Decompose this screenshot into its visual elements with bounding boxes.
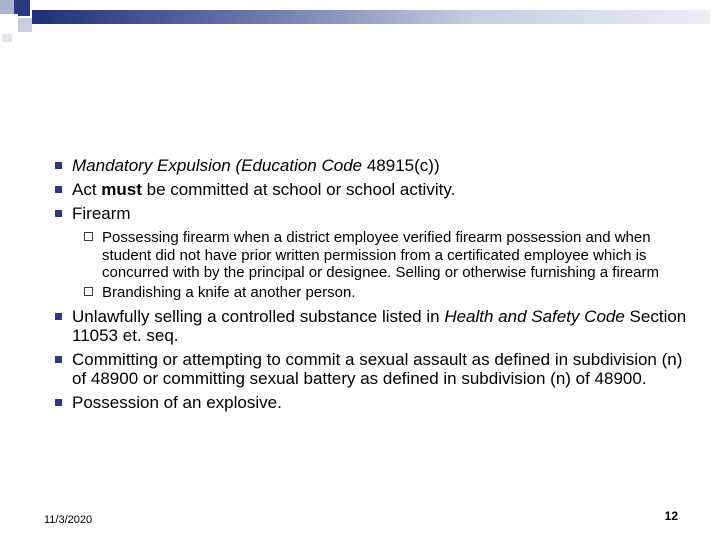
slide-content bbox=[48, 156, 688, 417]
square-bullet-icon bbox=[55, 162, 62, 169]
corner-square-decoration bbox=[2, 34, 12, 42]
footer-date: 11/3/2020 bbox=[44, 514, 93, 526]
sub-bullet-item bbox=[48, 284, 688, 302]
header-gradient-bar bbox=[32, 10, 710, 24]
corner-square-decoration bbox=[0, 0, 14, 14]
bullet-item bbox=[48, 180, 688, 199]
bullet-item bbox=[48, 156, 688, 175]
sub-bullet-text: Brandishing a knife at another person. bbox=[102, 283, 356, 301]
bullet-text: Firearm bbox=[72, 204, 131, 223]
square-bullet-icon bbox=[55, 186, 62, 193]
square-bullet-icon bbox=[55, 313, 62, 320]
bullet-text: must bbox=[101, 180, 142, 199]
sub-bullet-item bbox=[48, 229, 688, 282]
checkbox-bullet-icon bbox=[84, 287, 93, 296]
bullet-text: be committed at school or school activity. bbox=[141, 180, 456, 199]
corner-square-decoration bbox=[0, 14, 18, 32]
bullet-text: Possession of an explosive. bbox=[72, 393, 282, 412]
corner-square-decoration bbox=[18, 18, 32, 32]
checkbox-bullet-icon bbox=[84, 232, 93, 241]
bullet-text: Mandatory Expulsion (Education Code bbox=[72, 156, 367, 175]
square-bullet-icon bbox=[55, 356, 62, 363]
square-bullet-icon bbox=[55, 399, 62, 406]
bullet-text: 48915(c)) bbox=[366, 156, 440, 175]
page-number: 12 bbox=[664, 509, 678, 523]
bullet-text: Committing or attempting to commit a sexual assault as defined in subdivision (n) of 48900 or committing sexual battery as defined in subdivision (n) of 48900. bbox=[72, 350, 683, 388]
bullet-text: Act bbox=[72, 180, 102, 199]
bullet-text: Section 11053 et. seq. bbox=[72, 307, 687, 345]
bullet-item bbox=[48, 307, 688, 345]
bullet-text: Unlawfully selling a controlled substance listed in bbox=[72, 307, 445, 326]
bullet-text: Health and Safety Code bbox=[444, 307, 625, 326]
sub-bullet-list bbox=[48, 229, 688, 301]
bullet-item bbox=[48, 350, 688, 388]
bullet-item bbox=[48, 204, 688, 223]
sub-bullet-text: Possessing firearm when a district employee verified firearm possession and when student did not have prior written permission from a certificated employee which is concurred with by the principal or designee. Selling or otherwise furnishing a firearm bbox=[102, 229, 659, 281]
bullet-item bbox=[48, 393, 688, 412]
square-bullet-icon bbox=[55, 210, 62, 217]
